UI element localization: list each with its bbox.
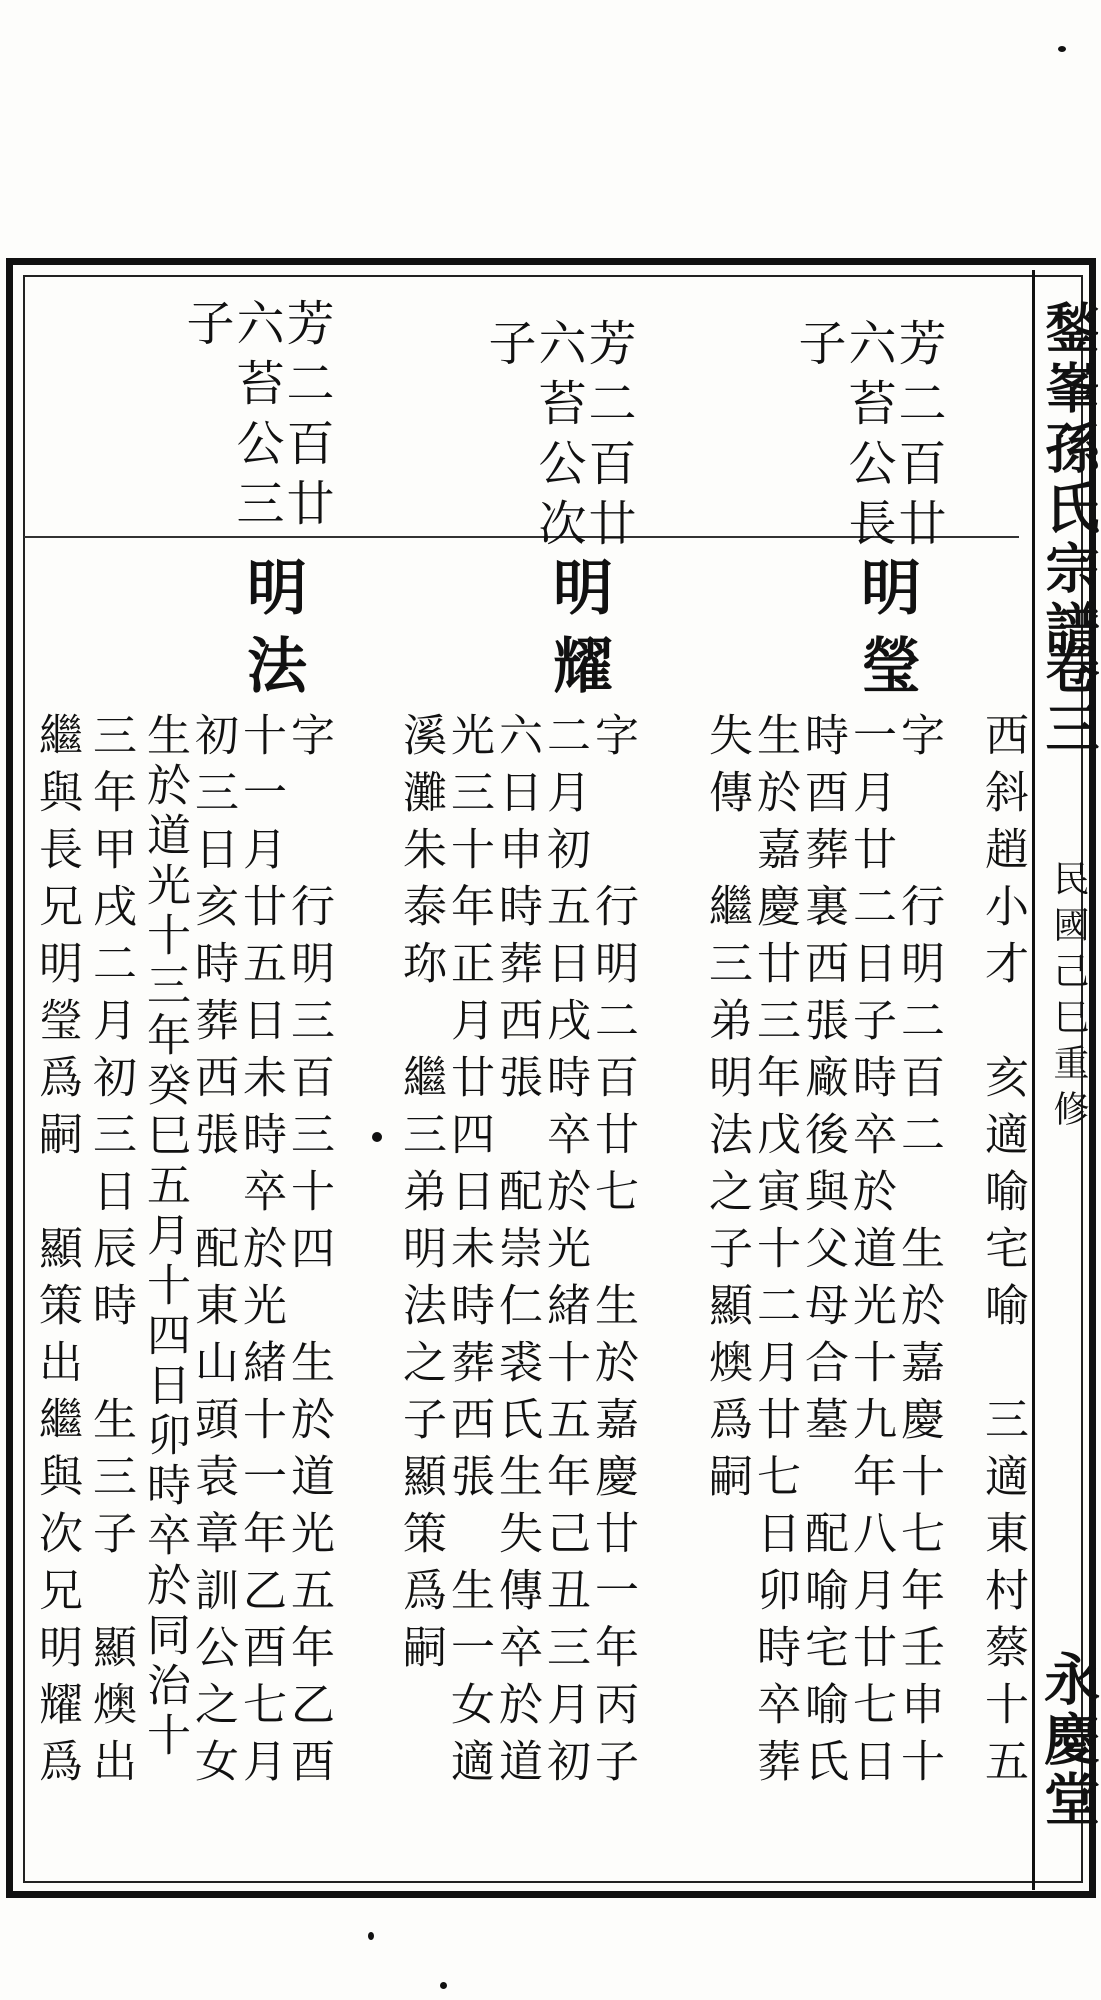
entry-2-header-3: 子 [480, 318, 536, 378]
entry-2-header-2: 六苔公次 [530, 318, 586, 558]
entry-1-name: 明瑩 [851, 556, 921, 712]
entry-3-header-2: 六苔公三 [228, 298, 284, 538]
ink-speck [372, 1132, 382, 1142]
spine-hall: 永慶堂 [1035, 1650, 1101, 1830]
entry-3-line-1: 字 行明三百三十四 生於道光五年乙酉 [283, 712, 334, 1795]
entry-1-line-4: 生於嘉慶廿三年戊寅十二月廿七日卯時卒葬 [749, 712, 800, 1795]
edition-note: 民國己巳重修 [1048, 860, 1089, 1136]
entry-1-header-2: 六苔公長 [840, 318, 896, 558]
entry-2-line-1: 字 行明二百廿七 生於嘉慶廿一年丙子 [587, 712, 638, 1795]
ink-speck [1058, 46, 1066, 52]
entry-1-line-2: 一月廿二日子時卒於道光十九年八月廿七日 [845, 712, 896, 1795]
entry-1-header-3: 子 [790, 318, 846, 378]
ink-speck [440, 1982, 447, 1989]
entry-1-line-3: 時酉葬裏西張廠後與父母合墓 配喻宅喻氏 [797, 712, 848, 1795]
entry-3-header-3: 子 [178, 298, 234, 358]
entry-3-line-4: 生於道光十三年癸巳五月十四日卯時卒於同治十 [139, 712, 190, 1762]
entry-1-line-5: 失傳 繼三弟明法之子顯燠爲嗣 [701, 712, 752, 1510]
entry-2-line-5: 溪灘朱泰珎 繼三弟明法之子顯策爲嗣 [395, 712, 446, 1681]
prev-entry-line: 西斜趙小才 亥適喻宅喻 三適東村蔡十五 [977, 712, 1028, 1795]
entry-2-line-3: 六日申時葬西張 配崇仁裘氏生失傳卒於道 [491, 712, 542, 1795]
entry-3-header-1: 芳二百廿 [278, 298, 334, 538]
entry-1-header-1: 芳二百廿 [890, 318, 946, 558]
entry-2-line-4: 光三十年正月廿四日未時葬西張 生一女適 [443, 712, 494, 1795]
entry-1-line-1: 字 行明二百二 生於嘉慶十七年壬申十 [893, 712, 944, 1795]
spine-volume: 卷三 [1037, 640, 1101, 760]
entry-3-line-5: 三年甲戌二月初三日辰時 生三子 顯燠出 [85, 712, 136, 1795]
entry-2-header-1: 芳二百廿 [580, 318, 636, 558]
entry-3-line-2: 十一月廿五日未時卒於光緒十一年乙酉七月 [235, 712, 286, 1795]
entry-3-name: 明法 [237, 556, 307, 712]
entry-2-line-2: 二月初五日戌時卒於光緒十五年己丑三月初 [539, 712, 590, 1795]
entry-3-line-3: 初三日亥時葬西張 配東山頭袁章訓公之女 [187, 712, 238, 1795]
entry-2-name: 明耀 [543, 556, 613, 712]
ink-speck [368, 1932, 374, 1940]
spine-border [1032, 270, 1035, 1890]
entry-3-line-6: 繼與長兄明瑩爲嗣 顯策出繼與次兄明耀爲 [31, 712, 82, 1795]
spine-book-title: 鍫峯孫氏宗譜 [1037, 300, 1101, 660]
